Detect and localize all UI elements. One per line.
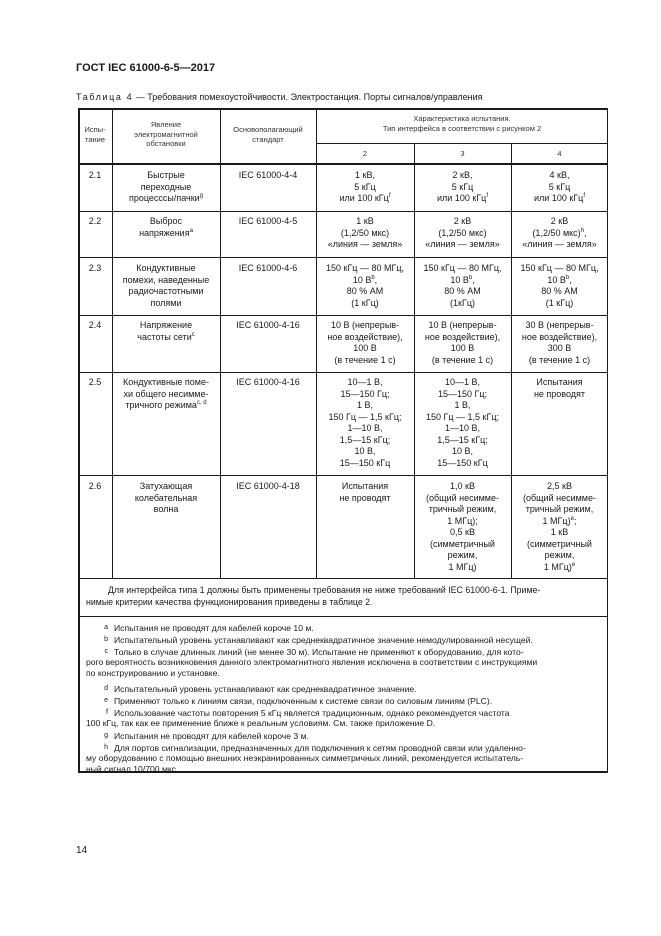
row-2-6-number: 2.6 xyxy=(88,481,102,491)
header-interface-3: 3 xyxy=(460,149,465,158)
row-2-5-phenomenon: Кондуктивные поме- хи общего несимме- тричного режима$^{c, d}$ xyxy=(123,377,209,410)
row-2-4-number: 2.4 xyxy=(88,320,102,330)
row-2-6-interface-3: 1,0 кВ (общий несимме- тричный режим, 1 МГц); 0,5 кВ (симметричный режим, 1 МГц) xyxy=(426,481,499,572)
header-test-characteristics: Характеристика испытания. Тип интерфейса в соответствии с рисунком 2 xyxy=(382,114,542,133)
header-interface-4: 4 xyxy=(557,149,562,158)
footnote-h-continued: му оборудованию с помощью внешних неэкранированных симметричных линий, рекомендуется испытатель- ный сигнал 10/700 мкс. xyxy=(86,753,524,775)
row-2-2-number: 2.2 xyxy=(88,216,102,226)
footnote-g: g Испытания не проводят для кабелей короче 3 м. xyxy=(104,731,309,741)
table-caption-title: — Требования помехоустойчивости. Электростанция. Порты сигналов/управления xyxy=(133,92,483,102)
page-number: 14 xyxy=(76,845,88,856)
footnote-h: h Для портов сигнализации, предназначенных для подключения к сетям проводной связи или удаленно- xyxy=(104,743,526,753)
row-2-6-interface-2: Испытания не проводят xyxy=(339,481,391,503)
row-2-5-interface-2: 10—1 В, 15—150 Гц; 1 В, 150 Гц — 1,5 кГц; 1—10 В, 1,5—15 кГц; 10 В, 15—150 кГц xyxy=(328,377,402,468)
row-2-1-number: 2.1 xyxy=(88,170,102,180)
row-2-1-standard: IEC 61000-4-4 xyxy=(238,170,298,180)
row-2-1-interface-3: 2 кВ, 5 кГц или 100 кГц$^f$ xyxy=(437,170,488,203)
footnote-c-continued: рого вероятность возникновения данного электромагнитного явления исключена в соответствии с инструкциями по конструированию и установке. xyxy=(86,657,538,679)
row-2-6-interface-4: 2,5 кВ (общий несимме- тричный режим, 1 МГц)$^e$; 1 кВ (симметричный режим, 1 МГц)$^e$ xyxy=(523,481,596,572)
row-2-2-interface-2: 1 кВ (1,2/50 мкс) «линия — земля» xyxy=(327,216,403,249)
row-2-3-interface-2: 150 кГц — 80 МГц, 10 $В^b$, 80 % АМ (1 кГц) xyxy=(325,263,405,308)
row-2-2-interface-4: 2 кВ (1,2/50 мкс)$^h$, «линия — земля» xyxy=(522,216,597,249)
table-note: Для интерфейса типа 1 должны быть применены требования не ниже требований IEC 61000-6-1. Приме- нимые критерии качества функционирования приведены в таблице 2. xyxy=(86,585,541,607)
row-2-5-number: 2.5 xyxy=(88,377,102,387)
row-2-1-interface-4: 4 кВ, 5 кГц или 100 кГц$^f$ xyxy=(534,170,585,203)
row-2-4-interface-3: 10 В (непрерыв- ное воздействие), 100 В (в течение 1 с) xyxy=(424,320,501,365)
row-2-5-interface-4: Испытания не проводят xyxy=(533,377,586,399)
footnote-b: b Испытательный уровень устанавливают как среднеквадратичное значение немодулированной несущей. xyxy=(104,635,533,645)
footnote-d: d Испытательный уровень устанавливают как среднеквадратичное значение. xyxy=(104,684,417,694)
row-2-3-standard: IEC 61000-4-6 xyxy=(238,263,298,273)
header-interface-2: 2 xyxy=(362,149,368,158)
row-2-2-interface-3: 2 кВ (1,2/50 мкс) «линия — земля» xyxy=(425,216,500,249)
footnote-e: e Применяют только к линиям связи, подключенным к системе связи по силовым линиям (PLC). xyxy=(104,696,493,706)
footnote-c: c Только в случае длинных линий (не менее 30 м). Испытание не применяют к оборудованию, для кото- xyxy=(104,647,524,657)
row-2-4-standard: IEC 61000-4-16 xyxy=(236,320,300,330)
row-2-6-standard: IEC 61000-4-18 xyxy=(236,481,300,491)
row-2-4-phenomenon: Напряжение частоты сети$^c$ xyxy=(137,320,195,342)
footnote-f: f Использование частоты повторения 5 кГц является традиционным, однако рекомендуется частота xyxy=(106,708,510,718)
footnote-a: a Испытания не проводят для кабелей короче 10 м. xyxy=(104,623,314,633)
document-code: ГОСТ IEC 61000-6-5—2017 xyxy=(76,62,216,74)
row-2-4-interface-2: 10 В (непрерыв- ное воздействие), 100 В (в течение 1 с) xyxy=(327,320,403,365)
row-2-5-interface-3: 10—1 В, 15—150 Гц; 1 В, 150 Гц — 1,5 кГц; 1—10 В, 1,5—15 кГц; 10 В, 15—150 кГц xyxy=(425,377,500,468)
row-2-3-interface-4: 150 кГц — 80 МГц, 10 $В^b$, 80 % АМ (1 кГц) xyxy=(520,263,599,308)
row-2-3-phenomenon: Кондуктивные помехи, наведенные радиочастотными полями xyxy=(122,263,210,308)
header-basic-standard: Основополагающий стандарт xyxy=(233,125,303,144)
requirements-table xyxy=(78,108,608,775)
table-caption-label: Таблица 4 xyxy=(76,92,134,102)
row-2-3-interface-3: 150 кГц — 80 МГц, 10 $В^b$, 80 % АМ (1кГц) xyxy=(423,263,502,308)
row-2-3-number: 2.3 xyxy=(88,263,102,273)
row-2-5-standard: IEC 61000-4-16 xyxy=(236,377,300,387)
row-2-1-phenomenon: Быстрые переходные процесссы/пачки$^g$ xyxy=(128,170,204,203)
row-2-2-phenomenon: Выброс напряжения$^a$ xyxy=(139,216,193,238)
row-2-6-phenomenon: Затухающая колебательная волна xyxy=(134,481,198,514)
header-test-number: Испы- тание xyxy=(84,125,106,144)
row-2-2-standard: IEC 61000-4-5 xyxy=(238,216,298,226)
row-2-1-interface-2: 1 кВ, 5 кГц или 100 кГц$^f$ xyxy=(339,170,391,203)
header-phenomenon: Явление электромагнитной обстановки xyxy=(134,120,198,148)
footnote-f-continued: 100 кГц, так как ее применение ближе к реальным условиям. См. также приложение D. xyxy=(86,718,436,728)
row-2-4-interface-4: 30 В (непрерыв- ное воздействие), 300 В (в течение 1 с) xyxy=(521,320,598,365)
table-caption xyxy=(76,92,483,102)
